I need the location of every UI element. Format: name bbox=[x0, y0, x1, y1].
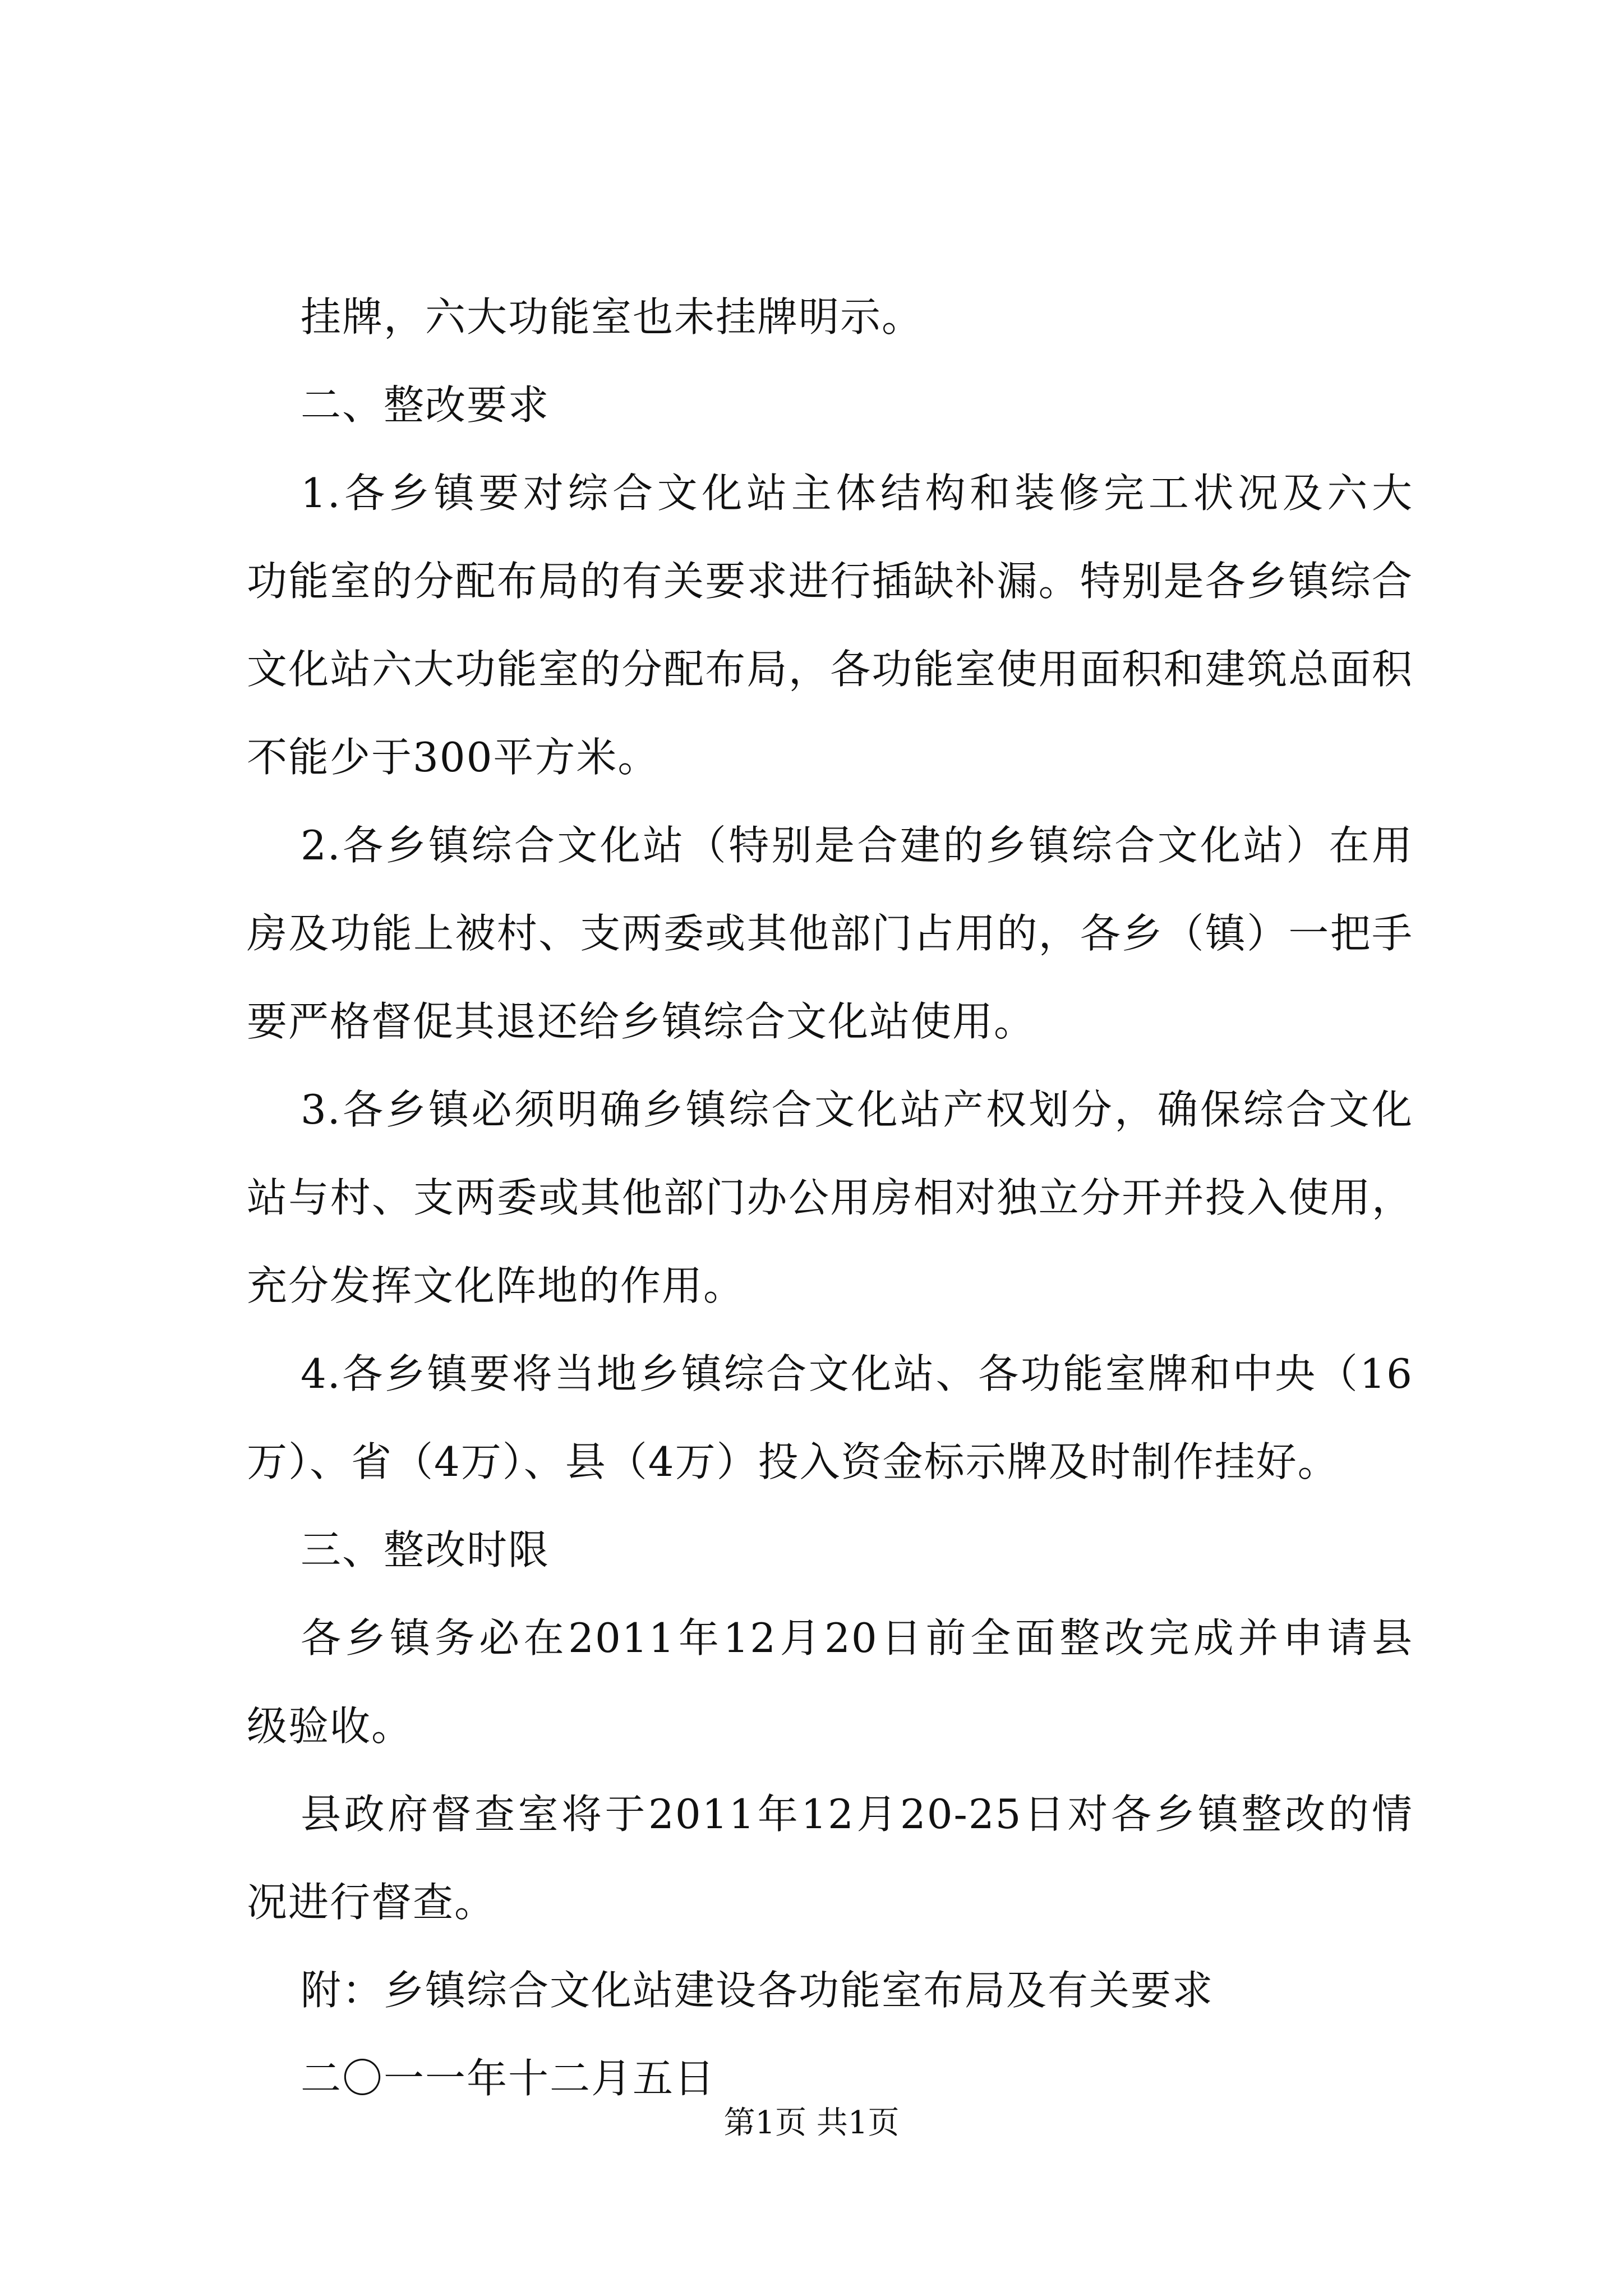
body-text-line: 况进行督查。 bbox=[247, 1879, 496, 1926]
document-date: 二〇一一年十二月五日 bbox=[301, 2055, 716, 2102]
body-text-line: 功能室的分配布局的有关要求进行插缺补漏。特别是各乡镇综合 bbox=[247, 558, 1413, 605]
body-text-line: 3.各乡镇必须明确乡镇综合文化站产权划分，确保综合文化 bbox=[301, 1086, 1413, 1133]
body-text-line: 文化站六大功能室的分配布局，各功能室使用面积和建筑总面积 bbox=[247, 646, 1413, 693]
body-text-line: 要严格督促其退还给乡镇综合文化站使用。 bbox=[247, 998, 1036, 1045]
body-text-line: 1.各乡镇要对综合文化站主体结构和装修完工状况及六大 bbox=[301, 470, 1413, 517]
body-text-line: 挂牌，六大功能室也未挂牌明示。 bbox=[301, 293, 924, 341]
body-text-line: 房及功能上被村、支两委或其他部门占用的，各乡（镇）一把手 bbox=[247, 910, 1413, 957]
body-text-line: 级验收。 bbox=[247, 1703, 413, 1750]
body-text-line: 万）、省（4万）、县（4万）投入资金标示牌及时制作挂好。 bbox=[247, 1438, 1339, 1485]
body-text-line: 站与村、支两委或其他部门办公用房相对独立分开并投入使用， bbox=[247, 1174, 1413, 1221]
body-text-line: 4.各乡镇要将当地乡镇综合文化站、各功能室牌和中央（16 bbox=[301, 1350, 1413, 1397]
section-heading: 三、整改时限 bbox=[301, 1526, 550, 1573]
body-text-line: 充分发挥文化阵地的作用。 bbox=[247, 1262, 745, 1309]
section-heading: 二、整改要求 bbox=[301, 381, 550, 429]
body-text-line: 不能少于300平方米。 bbox=[247, 734, 660, 781]
body-text-line: 各乡镇务必在2011年12月20日前全面整改完成并申请县 bbox=[301, 1614, 1413, 1662]
body-text-line: 2.各乡镇综合文化站（特别是合建的乡镇综合文化站）在用 bbox=[301, 822, 1413, 869]
page-footer: 第1页 共1页 bbox=[723, 2105, 900, 2141]
body-text-line: 县政府督查室将于2011年12月20-25日对各乡镇整改的情 bbox=[301, 1791, 1413, 1838]
attachment-note: 附：乡镇综合文化站建设各功能室布局及有关要求 bbox=[301, 1967, 1214, 2014]
